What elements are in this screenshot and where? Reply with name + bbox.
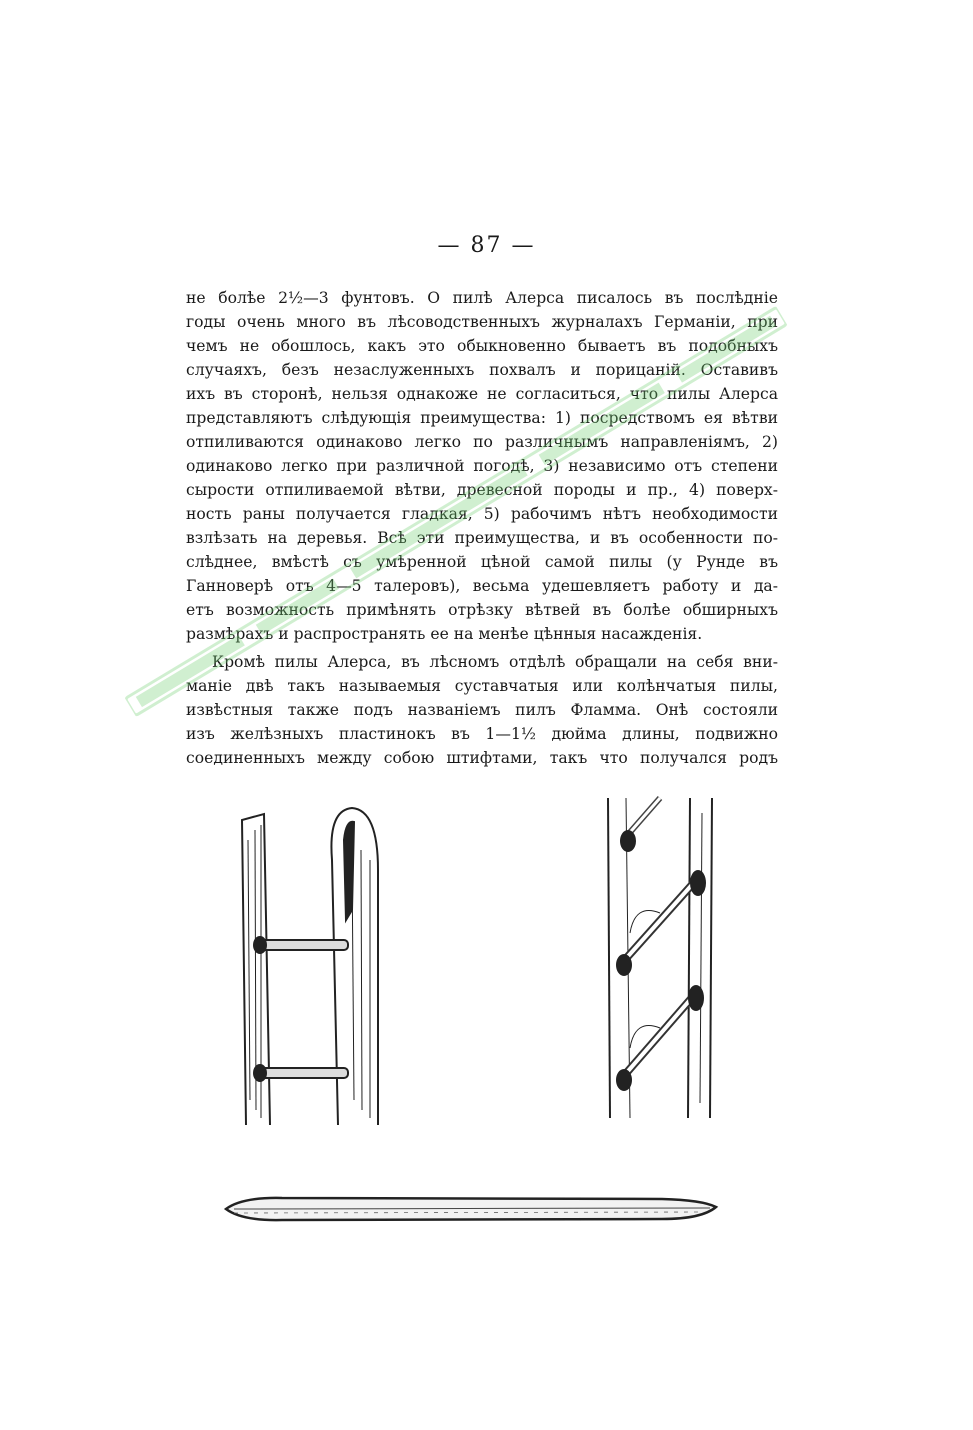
text-line: сырости отпиливаемой вѣтви, древесной породы и пр., 4) поверх-	[186, 481, 778, 499]
text-line: изъ желѣзныхъ пластинокъ въ 1—1½ дюйма длины, подвижно	[186, 725, 778, 743]
text-line: соединенныхъ между собою штифтами, такъ что получался родъ	[186, 749, 778, 767]
text-line: годы очень много въ лѣсоводственныхъ журналахъ Германіи, при	[186, 313, 778, 331]
text-line: ихъ въ сторонѣ, нельзя однакоже не согласиться, что пилы Алерса	[186, 385, 778, 403]
text-line: слѣднее, вмѣстѣ съ умѣренной цѣной самой пилы (у Рунде въ	[186, 553, 778, 571]
text-line: етъ возможность примѣнять отрѣзку вѣтвей въ болѣе обширныхъ	[186, 601, 778, 619]
text-line: не болѣе 2½—3 фунтовъ. О пилѣ Алерса писалось въ послѣдніе	[186, 289, 778, 307]
figure-saw-blade	[222, 1193, 720, 1225]
page-number: — 87 —	[437, 233, 536, 258]
text-line: маніе двѣ такъ называемыя суставчатыя или колѣнчатыя пилы,	[186, 677, 778, 695]
text-line: чемъ не обошлось, какъ это обыкновенно бываетъ въ подобныхъ	[186, 337, 778, 355]
figure-saw-frame	[228, 800, 398, 1135]
text-line: взлѣзать на деревья. Всѣ эти преимущества, и въ особенности по-	[186, 529, 778, 547]
text-line: ность раны получается гладкая, 5) рабочимъ нѣтъ необходимости	[186, 505, 778, 523]
text-line: одинаково легко при различной погодѣ, 3) независимо отъ степени	[186, 457, 778, 475]
paragraph-2	[186, 650, 778, 770]
text-line: извѣстныя также подъ названіемъ пилъ Фламма. Онѣ состояли	[186, 701, 778, 719]
body-text	[186, 286, 778, 770]
figure-jointed-links	[600, 793, 725, 1123]
text-line: случаяхъ, безъ незаслуженныхъ похвалъ и порицаній. Оставивъ	[186, 361, 778, 379]
text-line: размѣрахъ и распространять ее на менѣе цѣнныя насажденія.	[186, 625, 703, 643]
text-line: представляютъ слѣдующія преимущества: 1) посредствомъ ея вѣтви	[186, 409, 778, 427]
text-line: Кромѣ пилы Алерса, въ лѣсномъ отдѣлѣ обращали на себя вни-	[212, 653, 778, 671]
paragraph-1	[186, 286, 778, 646]
text-line: отпиливаются одинаково легко по различнымъ направленіямъ, 2)	[186, 433, 778, 451]
text-line: Ганноверѣ отъ 4—5 талеровъ), весьма удешевляетъ работу и да-	[186, 577, 778, 595]
